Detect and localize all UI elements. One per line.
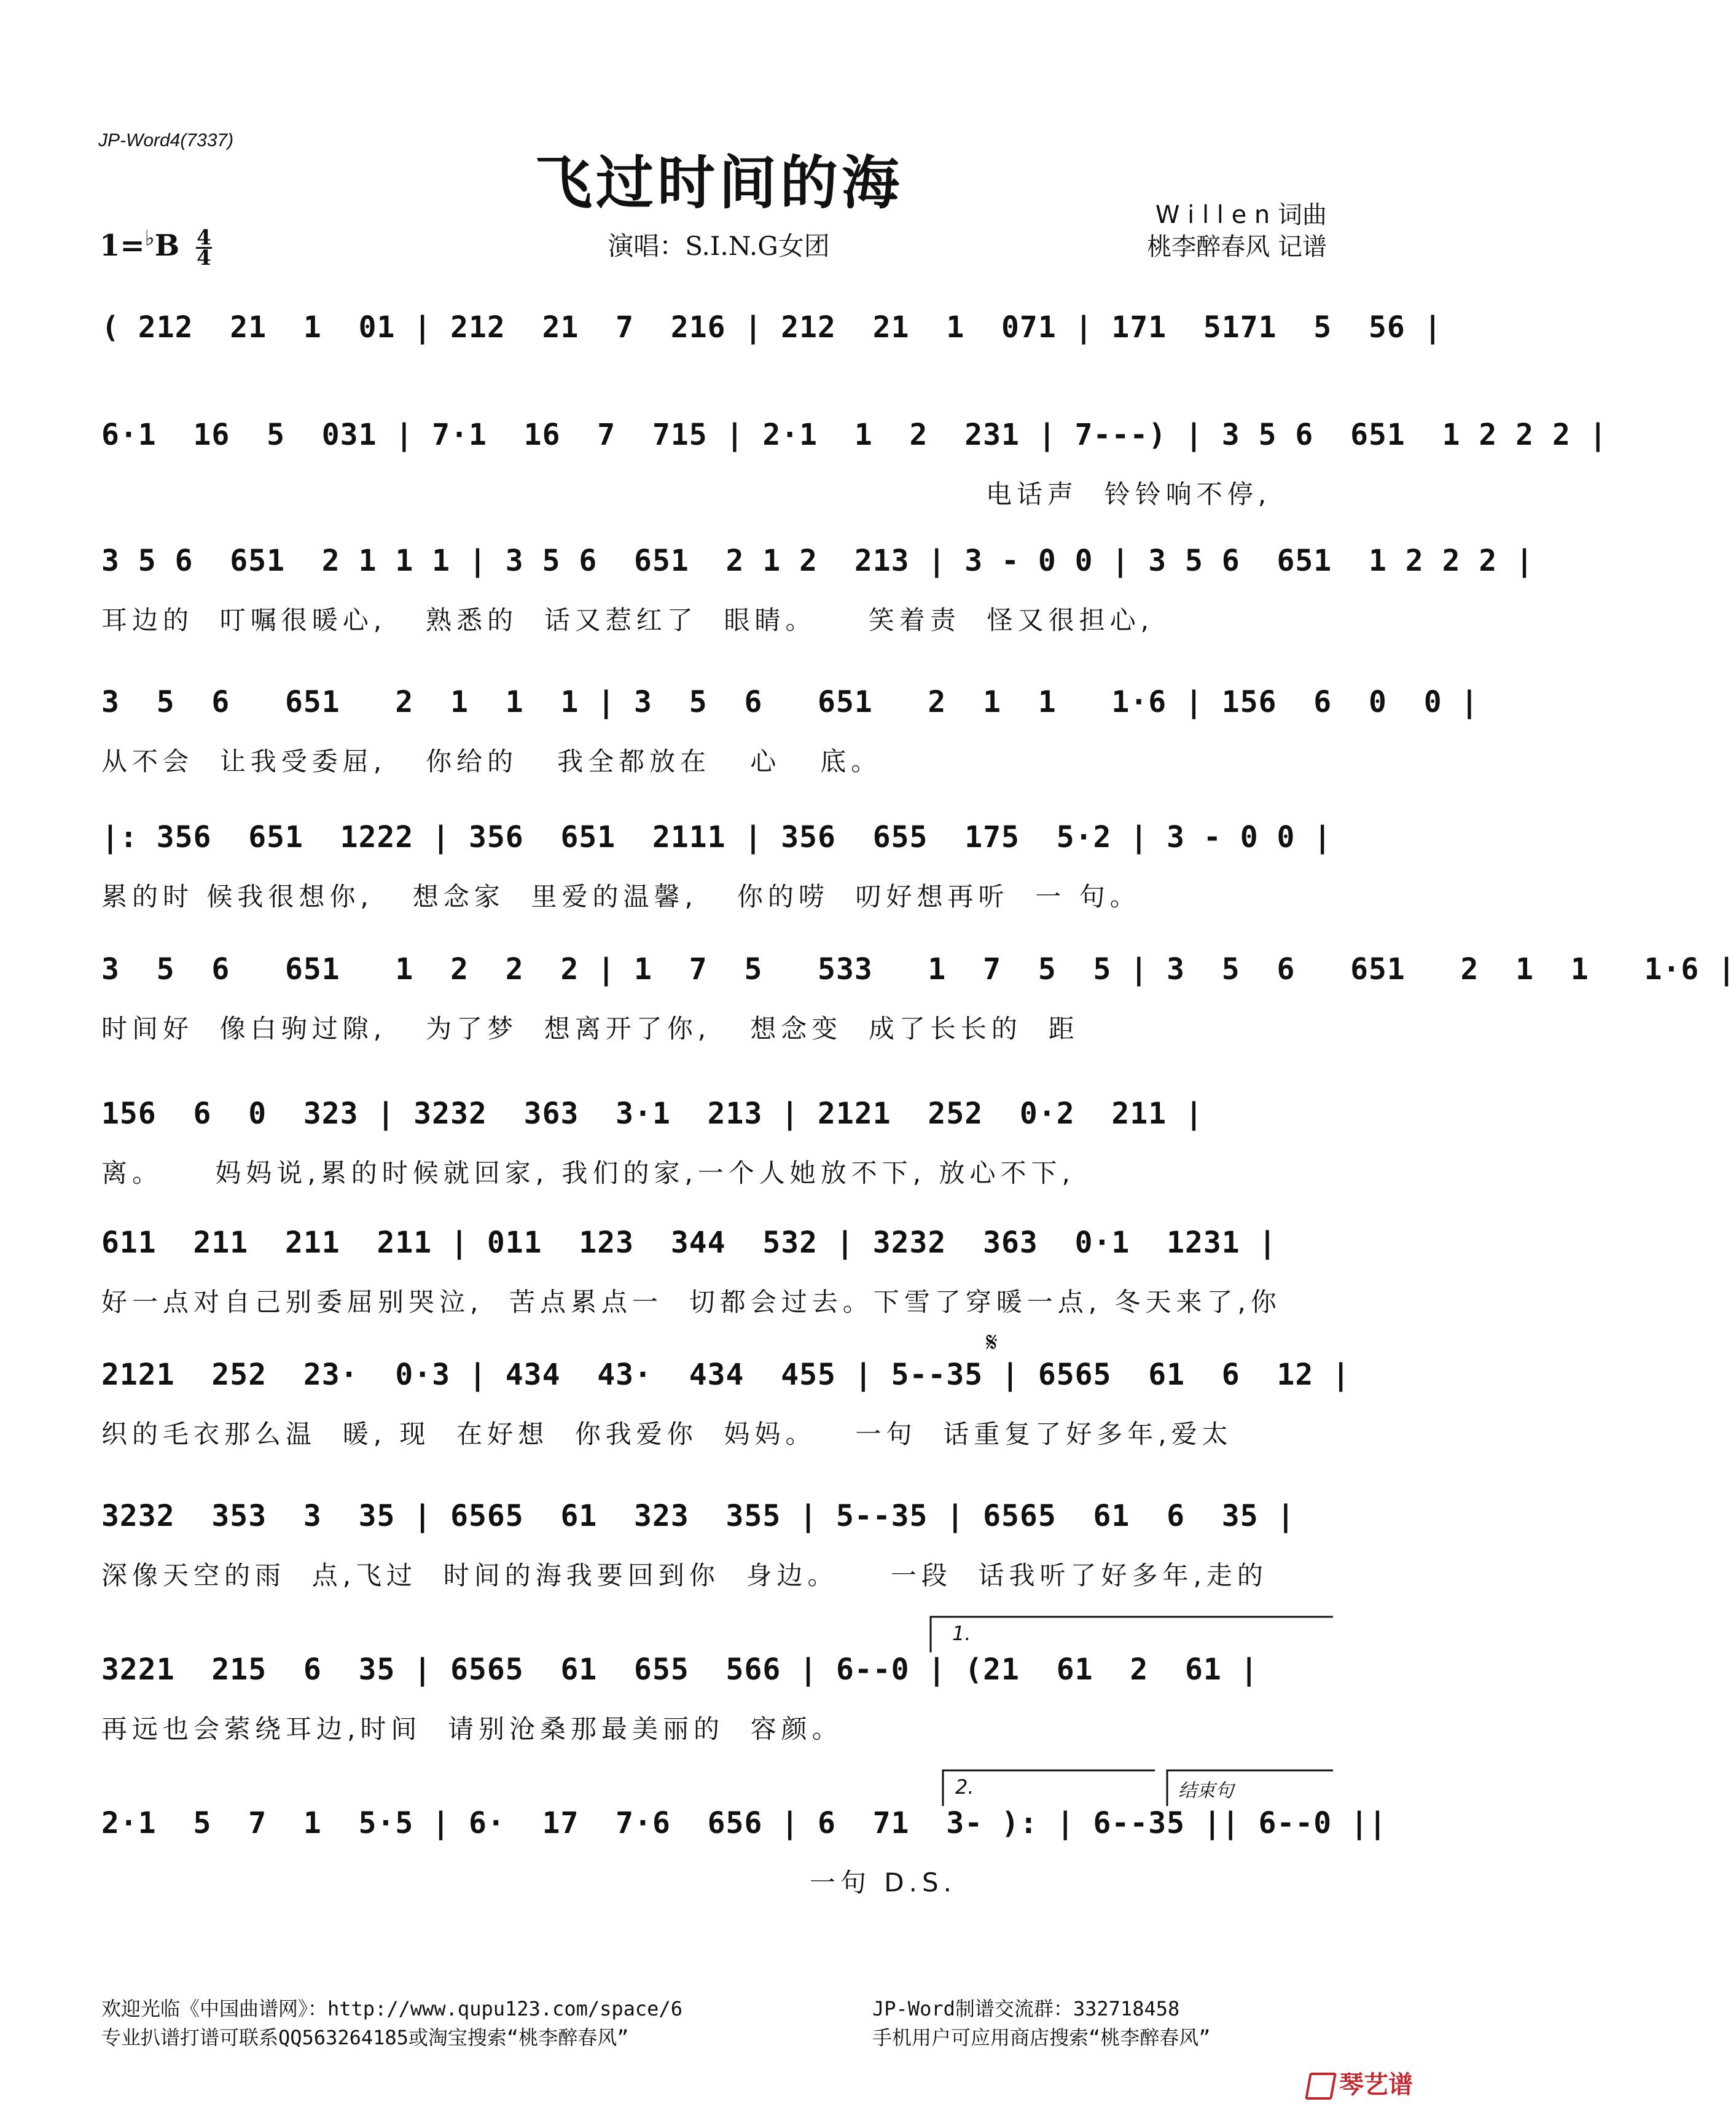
notation-line: ( 212 21 1 01 | 212 21 7 216 | 212 21 1 071 | 171 5171 5 56 | <box>101 310 1442 345</box>
notation-line: 3 5 6 651 2 1 1 1 | 3 5 6 651 2 1 1 1·6 | 156 6 0 0 | <box>101 685 1479 719</box>
lyrics-line: 织的毛衣那么温 暖, 现 在好想 你我爱你 妈妈。 一句 话重复了好多年,爱太 <box>101 1419 1233 1449</box>
lyrics-line: 电话声 铃铃响不停, <box>986 479 1272 509</box>
site-logo <box>1307 2065 1413 2100</box>
source-label: JP-Word4(7337) <box>98 130 234 151</box>
lyrics-line: 一句 D.S. <box>101 1867 956 1898</box>
footer-group: JP-Word制谱交流群：332718458 <box>872 1997 1180 2020</box>
lyrics-line: 累的时 候我很想你, 想念家 里爱的温馨, 你的唠 叨好想再听 一 句。 <box>101 882 1141 912</box>
time-sig-top: 4 <box>197 225 211 250</box>
lyricist-composer: W i l l e n 词曲 <box>1155 201 1327 229</box>
time-sig-bottom: 4 <box>197 246 211 270</box>
volta-1-label: 1. <box>952 1622 971 1645</box>
segno-icon: 𝄋 <box>986 1327 998 1358</box>
lyrics-line: 再远也会萦绕耳边,时间 请别沧桑那最美丽的 容颜。 <box>101 1714 843 1744</box>
volta-1-bracket <box>931 1617 1333 1652</box>
notation-line: 2·1 5 7 1 5·5 | 6· 17 7·6 656 | 6 71 3- ): | 6--35 || 6--0 || <box>101 1806 1387 1840</box>
lyrics-line: 耳边的 叮嘱很暖心, 熟悉的 话又惹红了 眼睛。 笑着责 怪又很担心, <box>101 605 1154 635</box>
notation-line: 2121 252 23· 0·3 | 434 43· 434 455 | 5--35 | 6565 61 6 12 | <box>101 1358 1351 1392</box>
key-prefix: 1= <box>100 229 145 263</box>
footer-mobile: 手机用户可应用商店搜索“桃李醉春风” <box>872 2026 1211 2049</box>
ending-label: 结束句 <box>1178 1780 1234 1802</box>
lyrics-line: 时间好 像白驹过隙, 为了梦 想离开了你, 想念变 成了长长的 距 <box>101 1014 1079 1044</box>
notation-line: 3 5 6 651 1 2 2 2 | 1 7 5 533 1 7 5 5 | 3 5 6 651 2 1 1 1·6 | <box>101 952 1736 987</box>
key-note: B <box>154 229 180 263</box>
footer-contact: 专业扒谱打谱可联系QQ563264185或淘宝搜索“桃李醉春风” <box>101 2026 629 2049</box>
lyrics-line: 离。 妈妈说,累的时候就回家, 我们的家,一个人她放不下, 放心不下, <box>101 1158 1075 1188</box>
notation-line: 3 5 6 651 2 1 1 1 | 3 5 6 651 2 1 2 213 | 3 - 0 0 | 3 5 6 651 1 2 2 2 | <box>101 544 1535 578</box>
notation-line: 611 211 211 211 | 011 123 344 532 | 3232 363 0·1 1231 | <box>101 1226 1277 1260</box>
lyrics-line: 好一点对自己别委屈别哭泣, 苦点累点一 切都会过去。下雪了穿暖一点, 冬天来了,你 <box>101 1287 1281 1317</box>
page-title: 飞过时间的海 <box>534 149 903 217</box>
transcriber: 桃李醉春风 记谱 <box>1147 233 1327 261</box>
volta-2-bracket <box>943 1770 1155 1806</box>
volta-2-label: 2. <box>955 1775 974 1799</box>
flat-symbol: ♭ <box>144 226 155 251</box>
lyrics-line: 深像天空的雨 点,飞过 时间的海我要回到你 身边。 一段 话我听了好多年,走的 <box>101 1560 1268 1590</box>
footer-site: 欢迎光临《中国曲谱网》：http://www.qupu123.com/space/6 <box>101 1997 682 2020</box>
logo-icon <box>1305 2073 1337 2100</box>
logo-text: 琴艺谱 <box>1339 2071 1413 2099</box>
notation-line: 156 6 0 323 | 3232 363 3·1 213 | 2121 252 0·2 211 | <box>101 1097 1203 1131</box>
ending-bracket <box>1167 1770 1333 1806</box>
notation-line: |: 356 651 1222 | 356 651 2111 | 356 655 175 5·2 | 3 - 0 0 | <box>101 820 1332 854</box>
notation-line: 6·1 16 5 031 | 7·1 16 7 715 | 2·1 1 2 231 | 7---) | 3 5 6 651 1 2 2 2 | <box>101 418 1608 452</box>
singer: 演唱：S.I.N.G女团 <box>608 231 830 261</box>
lyrics-line: 从不会 让我受委屈, 你给的 我全都放在 心 底。 <box>101 746 882 776</box>
notation-line: 3232 353 3 35 | 6565 61 323 355 | 5--35 | 6565 61 6 35 | <box>101 1499 1296 1533</box>
notation-line: 3221 215 6 35 | 6565 61 655 566 | 6--0 | (21 61 2 61 | <box>101 1652 1259 1687</box>
